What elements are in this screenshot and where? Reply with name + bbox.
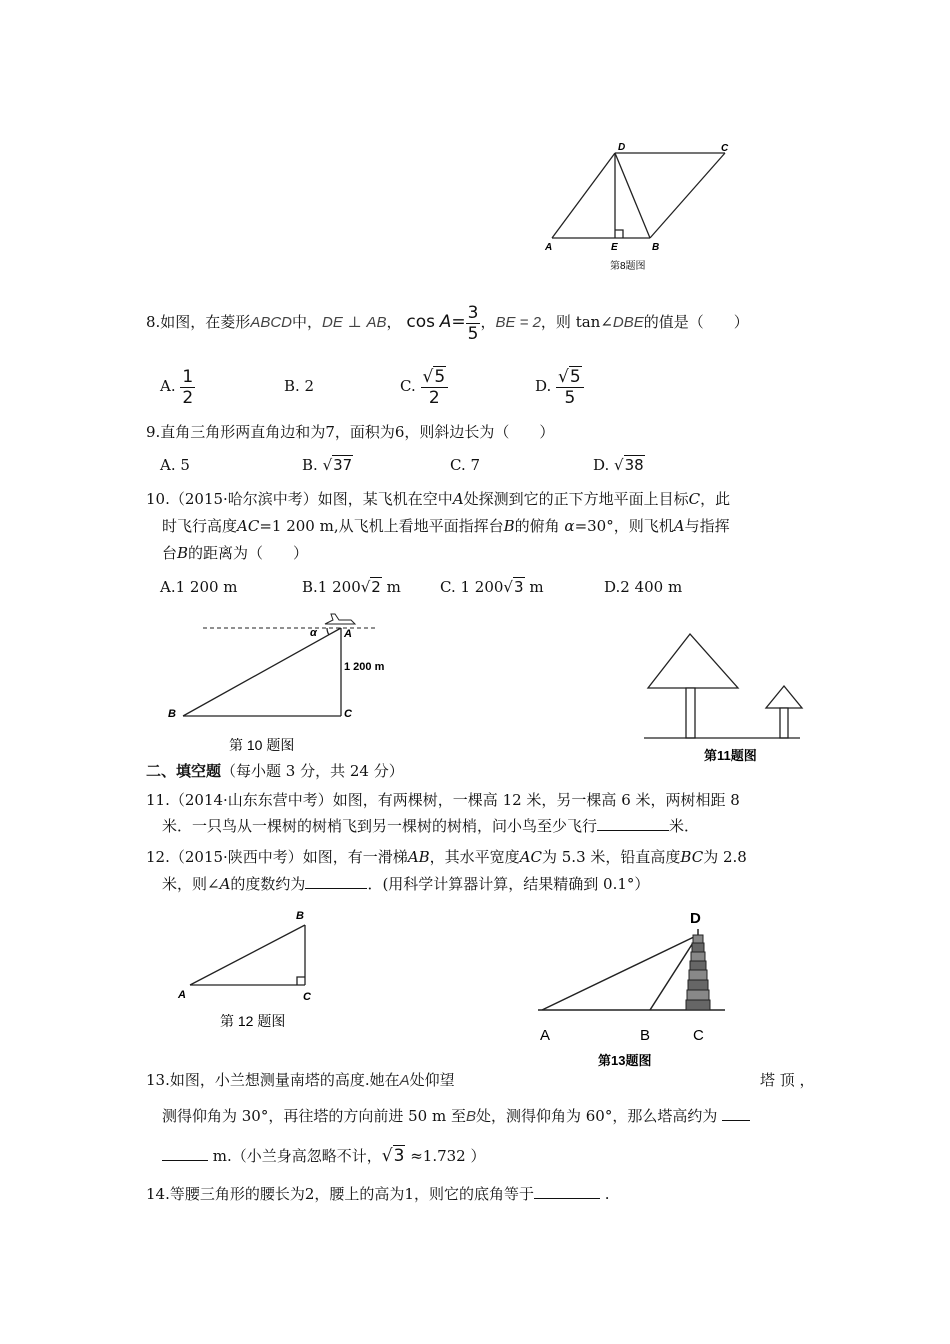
q14-answer-blank: [534, 1198, 600, 1199]
q13-answer-blank-part1: [722, 1120, 750, 1121]
fig8-caption: 第8题图: [610, 261, 646, 272]
q10-line-1: 10.（2015·哈尔滨中考）如图，某飞机在空中A处探测到它的正下方地平面上目标C，此: [146, 490, 731, 508]
fig10-height-label: 1 200 m: [344, 661, 385, 673]
q9-option-d: D. √38: [593, 456, 644, 474]
fig12-label-B: B: [296, 910, 304, 922]
fig8-label-D: D: [618, 142, 626, 153]
fig12-label-A: A: [178, 989, 186, 1001]
section-2-heading: 二、填空题（每小题 3 分，共 24 分）: [146, 762, 404, 780]
q10-line-2: 时飞行高度AC=1 200 m,从飞机上看地平面指挥台B的俯角 α=30°，则飞机A与指挥: [162, 517, 730, 535]
q10-option-d: D.2 400 m: [604, 578, 683, 596]
fig10-caption: 第 10 题图: [229, 737, 295, 753]
q9-option-b: B. √37: [302, 456, 353, 474]
fig12-label-C: C: [303, 991, 311, 1003]
fig10-label-C: C: [344, 708, 352, 720]
q11-line-1: 11.（2014·山东东营中考）如图，有两棵树，一棵高 12 米，另一棵高 6 米，两树相距 8: [146, 791, 740, 809]
fig11-big-tree-trunk: [686, 688, 695, 738]
q12-line-1: 12.（2015·陕西中考）如图，有一滑梯AB，其水平宽度AC为 5.3 米，铅直高度BC为 2.8: [146, 848, 747, 866]
q13-line-2: 测得仰角为 30°，再往塔的方向前进 50 m 至B处，测得仰角为 60°，那么塔高约为: [162, 1105, 750, 1128]
q8-option-d: D. $\frac{√5}{5}$: [535, 362, 584, 410]
q13-line-1b: 塔 顶 ，: [760, 1071, 815, 1089]
q14-stem: 14.等腰三角形的腰长为2，腰上的高为1，则它的底角等于 .: [146, 1185, 610, 1203]
q12-line-2: 米，则∠A的度数约为 ．(用科学计算器计算，结果精确到 0.1°）: [162, 875, 650, 893]
figure-8: [540, 138, 740, 278]
fig13-caption: 第13题图: [598, 1053, 652, 1068]
q12-answer-blank: [305, 888, 367, 889]
fig10-label-A: A: [344, 628, 352, 640]
fig8-right-angle-mark: [615, 230, 623, 238]
fig11-caption: 第11题图: [704, 748, 757, 763]
figure-11: [640, 628, 810, 768]
fig12-line-AB: [190, 925, 305, 985]
fig13-label-A: A: [540, 1027, 551, 1044]
fig10-label-alpha: α: [310, 627, 317, 639]
q9-stem: 9.直角三角形两直角边和为7，面积为6，则斜边长为（ ）: [146, 423, 555, 441]
q8-option-c: C. $\frac{√5}{2}$: [400, 362, 448, 410]
q11-line-2: 米．一只鸟从一棵树的树梢飞到另一棵树的树梢，问小鸟至少飞行 米．: [162, 817, 700, 835]
fig8-diagonal-DB: [615, 153, 650, 238]
q10-option-a: A.1 200 m: [160, 578, 238, 596]
figure-10: [165, 610, 395, 760]
q8-option-b: B. 2: [284, 377, 315, 395]
q9-option-a: A. 5: [160, 456, 190, 474]
fig8-label-C: C: [721, 143, 729, 154]
q9-option-c: C. 7: [450, 456, 481, 474]
fig13-label-D: D: [690, 910, 701, 927]
q8-stem: 8.如图，在菱形ABCD中，DE ⊥ AB， cos A= $\frac{3}{5}$ ，BE = 2，则 tan∠DBE的值是（ ）: [146, 302, 749, 344]
q10-line-3: 台B的距离为（ ）: [162, 544, 309, 562]
fig10-line-AB: [183, 628, 341, 716]
q13-line-3: m.（小兰身高忽略不计，√3 ≈1.732 ）: [162, 1145, 485, 1167]
figure-12: [172, 905, 332, 1035]
q11-answer-blank: [597, 830, 669, 831]
q10-option-c: C. 1 200√3 m: [440, 578, 544, 596]
q10-option-b: B.1 200√2 m: [302, 578, 401, 596]
airplane-icon: [325, 614, 355, 624]
fig10-label-B: B: [168, 708, 176, 720]
q13-answer-blank-part2: [162, 1160, 208, 1161]
pagoda-icon: [686, 929, 710, 1010]
fig8-edge-CB: [650, 153, 725, 238]
q13-line-1a: 13.如图，小兰想测量南塔的高度.她在A处仰望: [146, 1071, 455, 1089]
fig12-caption: 第 12 题图: [220, 1013, 286, 1029]
fig12-right-angle-mark: [297, 977, 305, 985]
q8-cos-fraction: $\frac{3}{5}$: [467, 302, 479, 344]
fig10-angle-arc: [327, 628, 329, 635]
fig11-small-tree-trunk: [780, 708, 788, 738]
fig13-label-C: C: [693, 1027, 704, 1044]
fig8-label-E: E: [611, 242, 618, 253]
fig8-edge-AD: [552, 153, 615, 238]
q8-option-a: A. $\frac{1}{2}$: [160, 366, 194, 408]
fig11-big-tree-crown: [648, 634, 738, 688]
fig8-label-B: B: [652, 242, 660, 253]
fig8-label-A: A: [545, 242, 553, 253]
figure-13: [530, 905, 730, 1075]
fig11-small-tree-crown: [766, 686, 802, 708]
fig13-label-B: B: [640, 1027, 651, 1044]
